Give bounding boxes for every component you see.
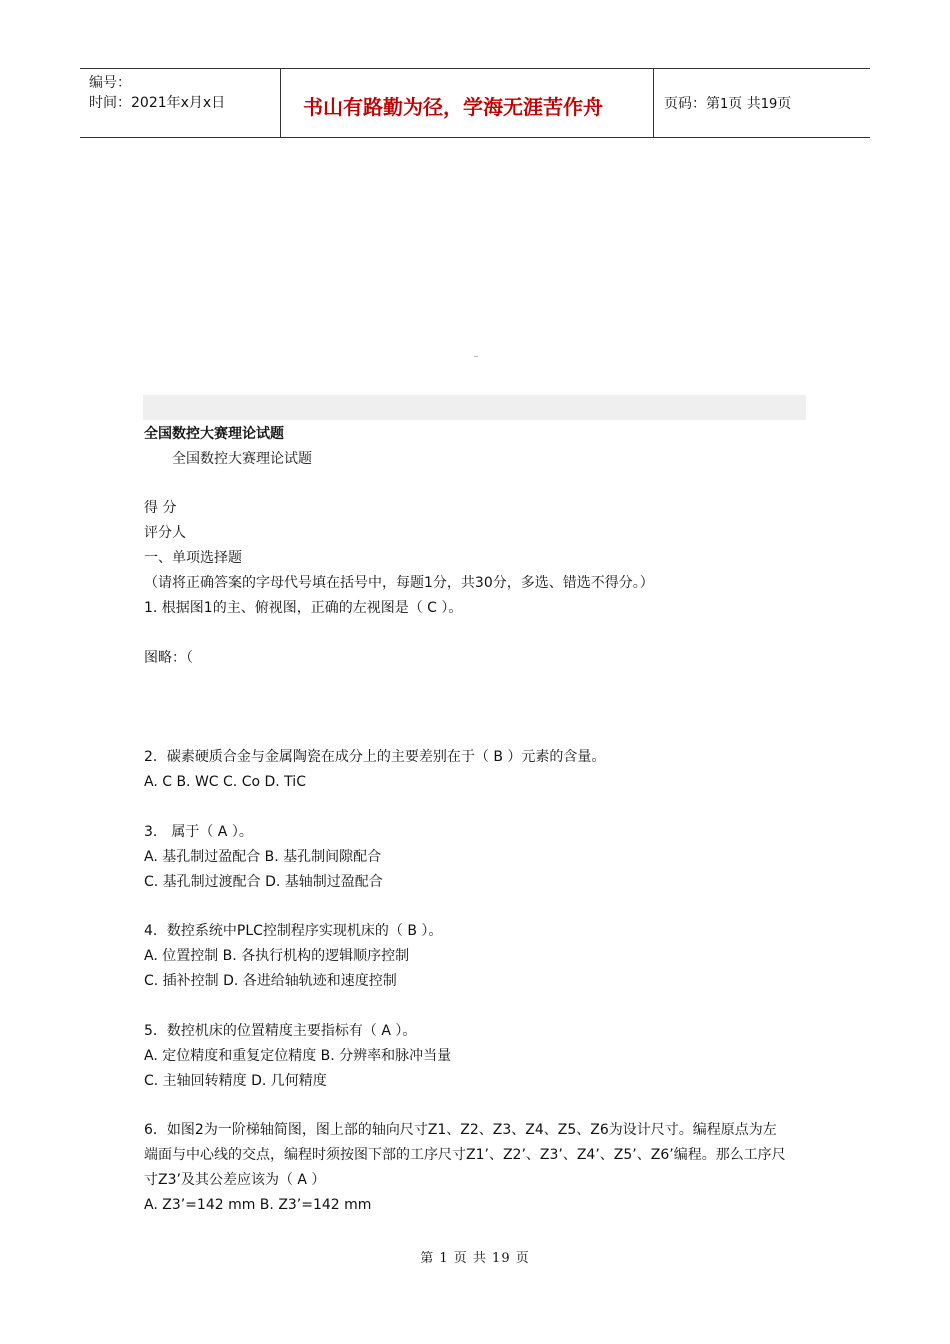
grader-label: 评分人 xyxy=(144,525,186,541)
question-3-options-1: A. 基孔制过盈配合 B. 基孔制间隙配合 xyxy=(144,849,382,865)
question-2-options: A. C B. WC C. Co D. TiC xyxy=(144,774,306,790)
question-6-options: A. Z3’=142 mm B. Z3’=142 mm xyxy=(144,1197,372,1213)
question-1-figure: 图略：（ xyxy=(144,650,193,666)
number-label: 编号： xyxy=(89,75,131,91)
page-suffix: 页 xyxy=(777,96,792,112)
question-4-options-2: C. 插补控制 D. 各进给轴轨迹和速度控制 xyxy=(144,973,397,989)
header-left-cell xyxy=(80,69,281,137)
section-heading: 一、单项选择题 xyxy=(144,550,242,566)
question-6-line-1: 6．如图2为一阶梯轴简图，图上部的轴向尺寸Z1、Z2、Z3、Z4、Z5、Z6为设计尺寸。编程原点为左 xyxy=(144,1122,777,1138)
question-6-line-3: 寸Z3’及其公差应该为（ A ） xyxy=(144,1172,326,1188)
score-label: 得 分 xyxy=(144,500,177,516)
time-label: 时间：2021年x月x日 xyxy=(89,95,226,111)
page-mid: 页 共 xyxy=(728,96,761,112)
question-5-options-1: A. 定位精度和重复定位精度 B. 分辨率和脉冲当量 xyxy=(144,1048,452,1064)
page-footer: 第 1 页 共 19 页 xyxy=(420,1251,530,1266)
header-motto: 书山有路勤为径，学海无涯苦作舟 xyxy=(303,95,603,119)
doc-title-bold: 全国数控大赛理论试题 xyxy=(144,426,284,442)
question-2: 2．碳素硬质合金与金属陶瓷在成分上的主要差别在于（ B ）元素的含量。 xyxy=(144,749,606,765)
question-1: 1. 根据图1的主、俯视图，正确的左视图是（ C ）。 xyxy=(144,600,463,616)
doc-title: 全国数控大赛理论试题 xyxy=(172,451,312,467)
question-3-options-2: C. 基孔制过渡配合 D. 基轴制过盈配合 xyxy=(144,874,383,890)
question-6-line-2: 端面与中心线的交点，编程时须按图下部的工序尺寸Z1’、Z2’、Z3’、Z4’、Z5’、Z6’编程。那么工序尺 xyxy=(144,1147,786,1163)
page-header xyxy=(80,68,870,138)
stray-mark xyxy=(474,356,478,357)
page-prefix: 页码：第 xyxy=(664,96,720,112)
gray-band xyxy=(143,395,806,420)
question-4-options-1: A. 位置控制 B. 各执行机构的逻辑顺序控制 xyxy=(144,948,410,964)
header-page-info xyxy=(654,69,870,137)
page-current: 1 xyxy=(720,97,729,112)
instructions: （请将正确答案的字母代号填在括号中，每题1分，共30分，多选、错选不得分。） xyxy=(144,575,654,591)
question-5-options-2: C. 主轴回转精度 D. 几何精度 xyxy=(144,1073,327,1089)
page-total: 19 xyxy=(760,97,778,112)
question-3: 3． 属于（ A ）。 xyxy=(144,824,253,840)
header-middle-cell xyxy=(281,69,654,137)
question-5: 5．数控机床的位置精度主要指标有（ A ）。 xyxy=(144,1023,417,1039)
question-4: 4．数控系统中PLC控制程序实现机床的（ B ）。 xyxy=(144,923,443,939)
